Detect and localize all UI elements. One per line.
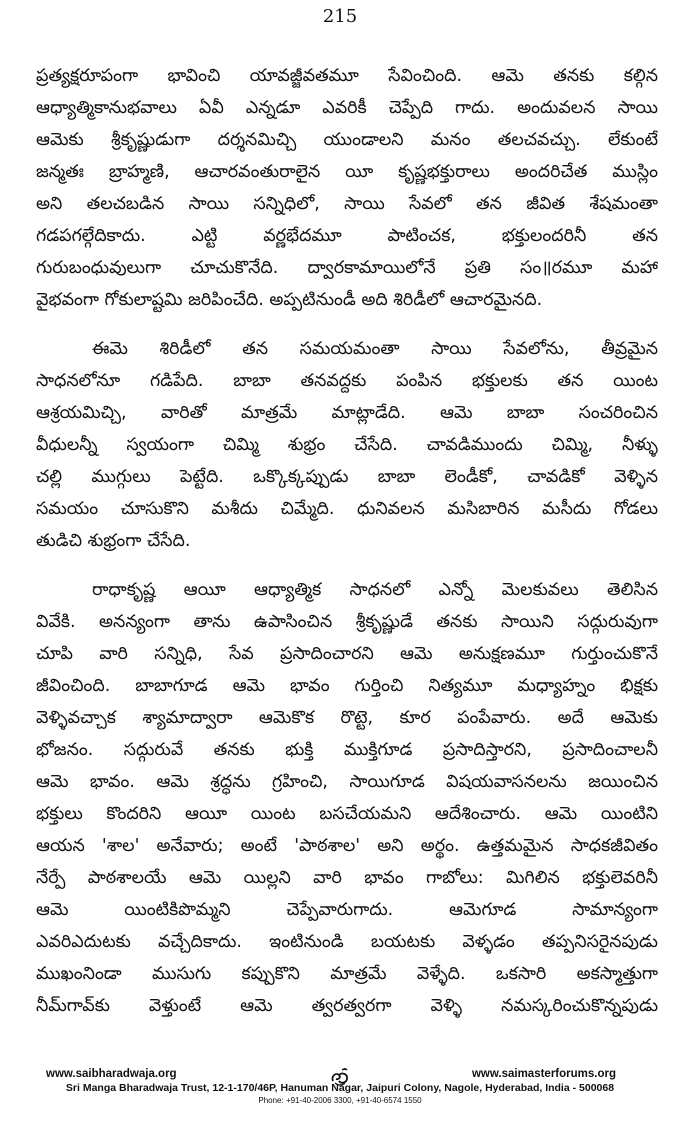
text-line: సమయం చూసుకొని మశీదు చిమ్మేది. ధునివలన మసిబారిన మసీదు గోడలు bbox=[36, 499, 658, 519]
text-line: భక్తులు కొందరిని ఆయీ యింట బసచేయమని ఆదేశించారు. ఆమె యింటిని bbox=[36, 804, 658, 824]
text-line: వైభవంగా గోకులాష్టమి జరిపించేది. అప్పటినుండీ అది శిరిడీలో ఆచారమైనది. bbox=[36, 290, 543, 310]
footer-forum-link[interactable]: www.saimasterforums.org bbox=[471, 1068, 616, 1080]
text-line: వీధులన్నీ స్వయంగా చిమ్మి శుభ్రం చేసేది. చావడిముందు చిమ్మి, నీళ్ళు bbox=[36, 435, 658, 455]
text-line: నీమ్‌గావ్‌కు వెళ్తుంటే ఆమె త్వరత్వరగా వెళ్ళి నమస్కరించుకొన్నపుడు bbox=[36, 996, 658, 1016]
text-line: తుడిచి శుభ్రంగా చేసేది. bbox=[36, 531, 191, 551]
text-line: సాధనలోనూ గడిపేది. బాబా తనవద్దకు పంపిన భక్తులకు తన యింట bbox=[36, 371, 658, 391]
text-line: చల్లి ముగ్గులు పెట్టేది. ఒక్కొక్కప్పుడు బాబా లెండీకో, చావడికో వెళ్ళిన bbox=[36, 467, 658, 487]
text-line: ఆయన 'శాల' అనేవారు; అంటే 'పాఠశాల' అని అర్థం. ఉత్తమమైన సాధకజీవితం bbox=[36, 836, 658, 856]
text-line: రాధాకృష్ణ ఆయీ ఆధ్యాత్మిక సాధనలో ఎన్నో మెలకువలు తెలిసిన bbox=[92, 580, 658, 600]
text-line: భోజనం. సద్గురువే తనకు భుక్తి ముక్తిగూడ ప్రసాదిస్తారని, ప్రసాదించాలనీ bbox=[36, 740, 658, 760]
paragraph-1 bbox=[36, 60, 658, 316]
footer-phone: Phone: +91-40-2006 3300, +91-40-6574 1550 bbox=[258, 1096, 422, 1105]
paragraph-2 bbox=[36, 333, 658, 557]
text-line: ఈమె శిరిడీలో తన సమయమంతా సాయి సేవలోను, తీవ్రమైన bbox=[92, 339, 658, 359]
paragraph-3 bbox=[36, 574, 658, 1022]
text-line: జీవించింది. బాబాగూడ ఆమె భావం గుర్తించి నిత్యమూ మధ్యాహ్నం భిక్షకు bbox=[36, 676, 658, 696]
text-line: వెళ్ళివచ్చాక శ్యామాద్వారా ఆమెకొక రొట్టె, కూర పంపేవారు. అదే ఆమెకు bbox=[36, 708, 658, 728]
text-line: అని తలచబడిన సాయి సన్నిధిలో, సాయి సేవలో తన జీవిత శేషమంతా bbox=[36, 194, 658, 214]
text-line: ఆమె భావం. ఆమె శ్రద్ధను గ్రహించి, సాయిగూడ విషయవాసనలను జయించిన bbox=[36, 772, 658, 792]
text-line: చూపి వారి సన్నిధి, సేవ ప్రసాదించారని ఆమె అనుక్షణమూ గుర్తుంచుకొనే bbox=[36, 644, 658, 664]
text-line: ఆశ్రయమిచ్చి, వారితో మాత్రమే మాట్లాడేది. ఆమె బాబా సంచరించిన bbox=[36, 403, 658, 423]
text-line: గురుబంధువులుగా చూచుకొనేది. ద్వారకామాయిలోనే ప్రతి సం॥రమూ మహా bbox=[36, 258, 658, 278]
page-number: 215 bbox=[322, 6, 358, 27]
footer-address: Sri Manga Bharadwaja Trust, 12-1-170/46P, Hanuman Nagar, Jaipuri Colony, Nagole, Hyderabad, India - 500068 bbox=[65, 1082, 615, 1094]
text-line: ముఖంనిండా ముసుగు కప్పుకొని మాత్రమే వెళ్ళేది. ఒకసారి అకస్మాత్తుగా bbox=[36, 964, 658, 984]
text-line: ఆమెకు శ్రీకృష్ణుడుగా దర్శనమిచ్చి యుండాలని మనం తలచవచ్చు. లేకుంటే bbox=[36, 130, 658, 150]
text-line: వివేకి. అనన్యంగా తాను ఉపాసించిన శ్రీకృష్ణుడే తనకు సాయిని సద్గురువుగా bbox=[36, 612, 658, 632]
text-line: నేర్పే పాఠశాలయే ఆమె యిల్లని వారి భావం గాబోలు: మిగిలిన భక్తులెవరినీ bbox=[36, 868, 658, 888]
text-line: జన్మతః బ్రాహ్మణి, ఆచారవంతురాలైన యీ కృష్ణభక్తురాలు అందరిచేత ముస్లిం bbox=[36, 162, 658, 182]
text-line: ఆమె యింటికిపొమ్మని చెప్పేవారుగాదు. ఆమెగూడ సామాన్యంగా bbox=[36, 900, 658, 920]
body-text bbox=[36, 60, 658, 1039]
text-line: ఆధ్యాత్మికానుభవాలు ఏవీ ఎన్నడూ ఎవరికీ చెప్పేది గాదు. అందువలన సాయి bbox=[36, 98, 658, 118]
text-line: గడపగల్గేదికాదు. ఎట్టి వర్ణభేదమూ పాటించక, భక్తులందరినీ తన bbox=[36, 226, 658, 246]
footer-website-link[interactable]: www.saibharadwaja.org bbox=[46, 1068, 177, 1080]
text-line: ఎవరిఎదుటకు వచ్చేదికాదు. ఇంటినుండి బయటకు వెళ్ళడం తప్పనిసరైనపుడు bbox=[36, 932, 658, 952]
text-line: ప్రత్యక్షరూపంగా భావించి యావజ్జీవతమూ సేవించింది. ఆమె తనకు కల్గిన bbox=[36, 66, 658, 86]
